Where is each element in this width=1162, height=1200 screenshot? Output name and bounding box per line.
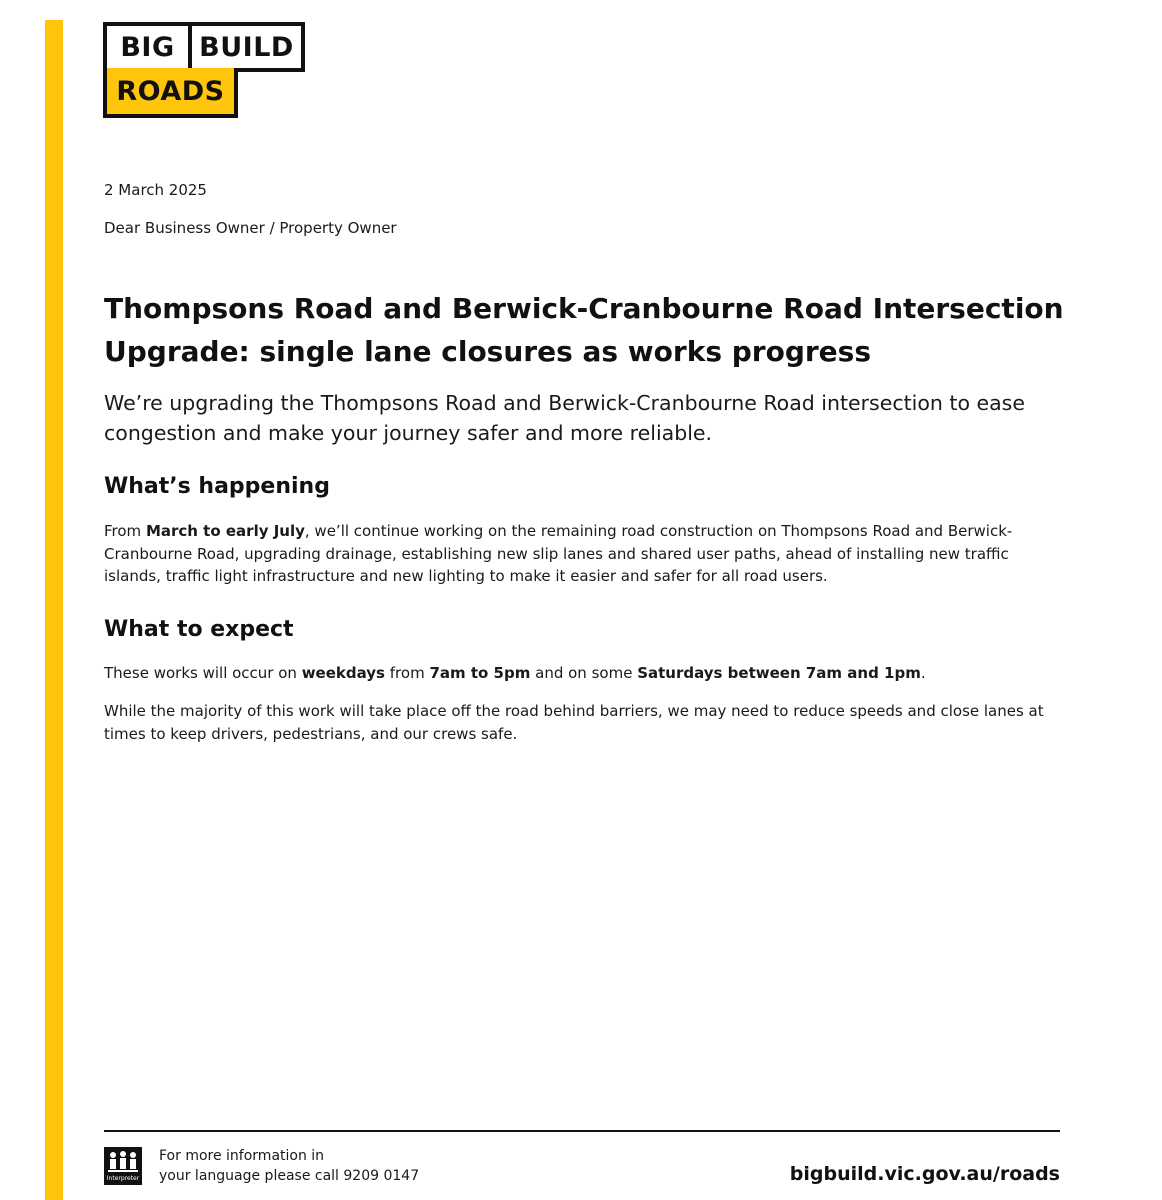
interpreter-info [159,1146,419,1186]
website-link[interactable]: bigbuild.vic.gov.au/roads [789,1163,1060,1185]
logo-word-build: BUILD [188,22,305,72]
page-title: Thompsons Road and Berwick-Cranbourne Road Intersection Upgrade: single lane closures as works progress [104,292,1064,368]
work-hours-paragraph [104,662,1064,685]
logo-word-big: BIG [103,22,192,72]
text-run: , we’ll continue working on the remaining road construction on Thompsons Road and Berwick-Cranbourne Road, upgrading drainage, establishing new slip lanes and shared user paths, ahead of installing new traffic islands, traffic light infrastructure and new lighting to make it easier and safer for all road users. [104,522,1013,585]
letter-salutation: Dear Business Owner / Property Owner [104,219,397,237]
emphasis-dates: March to early July [145,522,305,540]
footer-divider [104,1130,1060,1132]
interpreter-line-2: your language please call 9209 0147 [159,1168,420,1184]
section-heading-what-to-expect: What to expect [104,617,294,642]
text-run: and on some [530,664,638,682]
logo-top-row [103,22,305,72]
yellow-accent-bar [45,20,63,1200]
emphasis-weekday-hours: 7am to 5pm [429,664,531,682]
text-run: From [104,522,146,540]
interpreter-line-1: For more information in [159,1148,325,1164]
emphasis-saturday-hours: Saturdays between 7am and 1pm [637,664,921,682]
emphasis-weekdays: weekdays [301,664,385,682]
big-build-roads-logo [103,22,309,118]
text-run: . [920,664,926,682]
interpreter-icon [104,1147,142,1185]
text-run: These works will occur on [104,664,302,682]
intro-paragraph: We’re upgrading the Thompsons Road and Berwick-Cranbourne Road intersection to ease congestion and make your journey safer and more reliable. [104,391,1025,445]
logo-word-roads: ROADS [103,68,238,118]
interpreter-icon-label: Interpreter [106,1175,140,1182]
lane-closure-paragraph: While the majority of this work will take place off the road behind barriers, we may need to reduce speeds and close lanes at times to keep drivers, pedestrians, and our crews safe. [104,702,1044,743]
text-run: from [385,664,430,682]
letter-date: 2 March 2025 [104,181,207,199]
section-heading-whats-happening: What’s happening [104,474,330,499]
whats-happening-paragraph [104,520,1064,588]
